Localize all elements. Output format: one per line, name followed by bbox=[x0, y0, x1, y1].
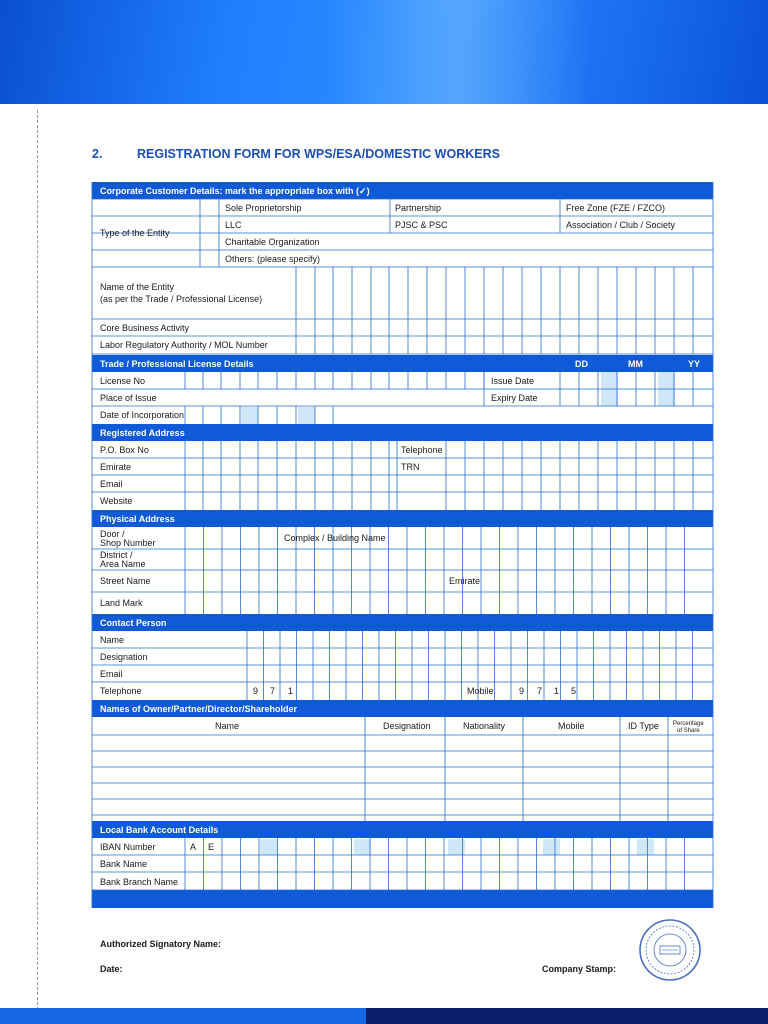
reg-telephone-label: Telephone bbox=[401, 445, 443, 455]
reg-emirate-label: Emirate bbox=[100, 462, 132, 472]
option-llc[interactable]: LLC bbox=[225, 220, 242, 230]
mobile-prefix-digit: 5 bbox=[571, 686, 577, 696]
district-label: District / bbox=[100, 550, 133, 560]
shaded-cell bbox=[637, 839, 654, 855]
date-of-incorporation-label: Date of Incorporation bbox=[100, 410, 185, 420]
option-others[interactable]: Others: (please specify) bbox=[225, 254, 321, 264]
iban-prefix-letter: A bbox=[190, 842, 197, 852]
company-stamp-seal bbox=[638, 918, 702, 982]
landmark-label: Land Mark bbox=[100, 598, 143, 608]
complex-building-label: Complex / Building Name bbox=[284, 533, 386, 543]
contact-header-band bbox=[92, 614, 713, 631]
core-business-label: Core Business Activity bbox=[100, 323, 190, 333]
contact-email-label: Email bbox=[100, 669, 123, 679]
entity-type-label: Type of the Entity bbox=[100, 228, 170, 238]
option-charitable[interactable]: Charitable Organization bbox=[225, 237, 320, 247]
bank-name-label: Bank Name bbox=[100, 859, 148, 869]
form-grid-lines bbox=[92, 182, 713, 908]
iban-prefix-letter: E bbox=[208, 842, 215, 852]
tel-prefix-digit: 7 bbox=[270, 686, 276, 696]
mobile-prefix-digit: 1 bbox=[554, 686, 560, 696]
option-association[interactable]: Association / Club / Society bbox=[566, 220, 676, 230]
owners-col-nationality: Nationality bbox=[463, 721, 506, 731]
corporate-header-text: Corporate Customer Details: mark the appropriate box with (✓) bbox=[100, 186, 370, 196]
owners-header-text: Names of Owner/Partner/Director/Shareholder bbox=[100, 704, 298, 714]
mobile-prefix-digit: 7 bbox=[537, 686, 543, 696]
shaded-cell bbox=[260, 839, 277, 855]
trade-mm-label: MM bbox=[628, 359, 643, 369]
option-partnership[interactable]: Partnership bbox=[395, 203, 442, 213]
contact-telephone-label: Telephone bbox=[100, 686, 142, 696]
footer-bar-light bbox=[0, 1008, 366, 1024]
owners-col-id-type: ID Type bbox=[628, 721, 659, 731]
form-title-text: REGISTRATION FORM FOR WPS/ESA/DOMESTIC WORKERS bbox=[137, 147, 500, 161]
entity-name-sublabel: (as per the Trade / Professional License) bbox=[100, 294, 263, 304]
door-label: Door / bbox=[100, 529, 125, 539]
tel-prefix-digit: 1 bbox=[288, 686, 294, 696]
street-name-label: Street Name bbox=[100, 576, 151, 586]
footer-bar-dark bbox=[366, 1008, 768, 1024]
contact-header-text: Contact Person bbox=[100, 618, 167, 628]
form-title-number: 2. bbox=[92, 147, 103, 161]
iban-label: IBAN Number bbox=[100, 842, 156, 852]
trade-dd-label: DD bbox=[575, 359, 588, 369]
bank-branch-label: Bank Branch Name bbox=[100, 877, 179, 887]
license-no-label: License No bbox=[100, 376, 146, 386]
contact-name-label: Name bbox=[100, 635, 125, 645]
shaded-cell bbox=[241, 407, 258, 424]
trade-yy-label: YY bbox=[688, 359, 701, 369]
physical-header-text: Physical Address bbox=[100, 514, 175, 524]
registered-header-text: Registered Address bbox=[100, 428, 185, 438]
shaded-cell bbox=[543, 839, 560, 855]
physical-header-band bbox=[92, 510, 713, 527]
mobile-prefix-digit: 9 bbox=[519, 686, 525, 696]
trade-header-text: Trade / Professional License Details bbox=[100, 359, 254, 369]
company-stamp-label: Company Stamp: bbox=[542, 964, 617, 974]
shop-number-label: Shop Number bbox=[100, 538, 156, 548]
labor-authority-label: Labor Regulatory Authority / MOL Number bbox=[100, 340, 268, 350]
expiry-date-label: Expiry Date bbox=[491, 393, 538, 403]
owners-col-share-line1: Percentage bbox=[673, 721, 704, 727]
issue-date-label: Issue Date bbox=[491, 376, 535, 386]
contact-mobile-label: Mobile bbox=[467, 686, 494, 696]
bank-header-text: Local Bank Account Details bbox=[100, 825, 219, 835]
option-pjsc[interactable]: PJSC & PSC bbox=[395, 220, 448, 230]
owners-col-designation: Designation bbox=[383, 721, 431, 731]
registered-header-band bbox=[92, 424, 713, 441]
place-of-issue-label: Place of Issue bbox=[100, 393, 157, 403]
reg-website-label: Website bbox=[100, 496, 133, 506]
option-sole-proprietorship[interactable]: Sole Proprietorship bbox=[225, 203, 302, 213]
owners-col-name: Name bbox=[215, 721, 240, 731]
contact-designation-label: Designation bbox=[100, 652, 148, 662]
shaded-cell bbox=[354, 839, 371, 855]
date-label: Date: bbox=[100, 964, 123, 974]
authorized-signatory-label: Authorized Signatory Name: bbox=[100, 939, 222, 949]
form-footer-band bbox=[92, 890, 713, 908]
po-box-label: P.O. Box No bbox=[100, 445, 149, 455]
option-free-zone[interactable]: Free Zone (FZE / FZCO) bbox=[566, 203, 666, 213]
phys-emirate-label: Emirate bbox=[449, 576, 481, 586]
area-name-label: Area Name bbox=[100, 559, 146, 569]
trn-label: TRN bbox=[401, 462, 420, 472]
shaded-cell bbox=[298, 407, 315, 424]
tel-prefix-digit: 9 bbox=[253, 686, 259, 696]
owners-col-share-line2: of Share bbox=[677, 728, 700, 734]
reg-email-label: Email bbox=[100, 479, 123, 489]
owners-col-mobile: Mobile bbox=[558, 721, 585, 731]
entity-name-label: Name of the Entity bbox=[100, 282, 175, 292]
